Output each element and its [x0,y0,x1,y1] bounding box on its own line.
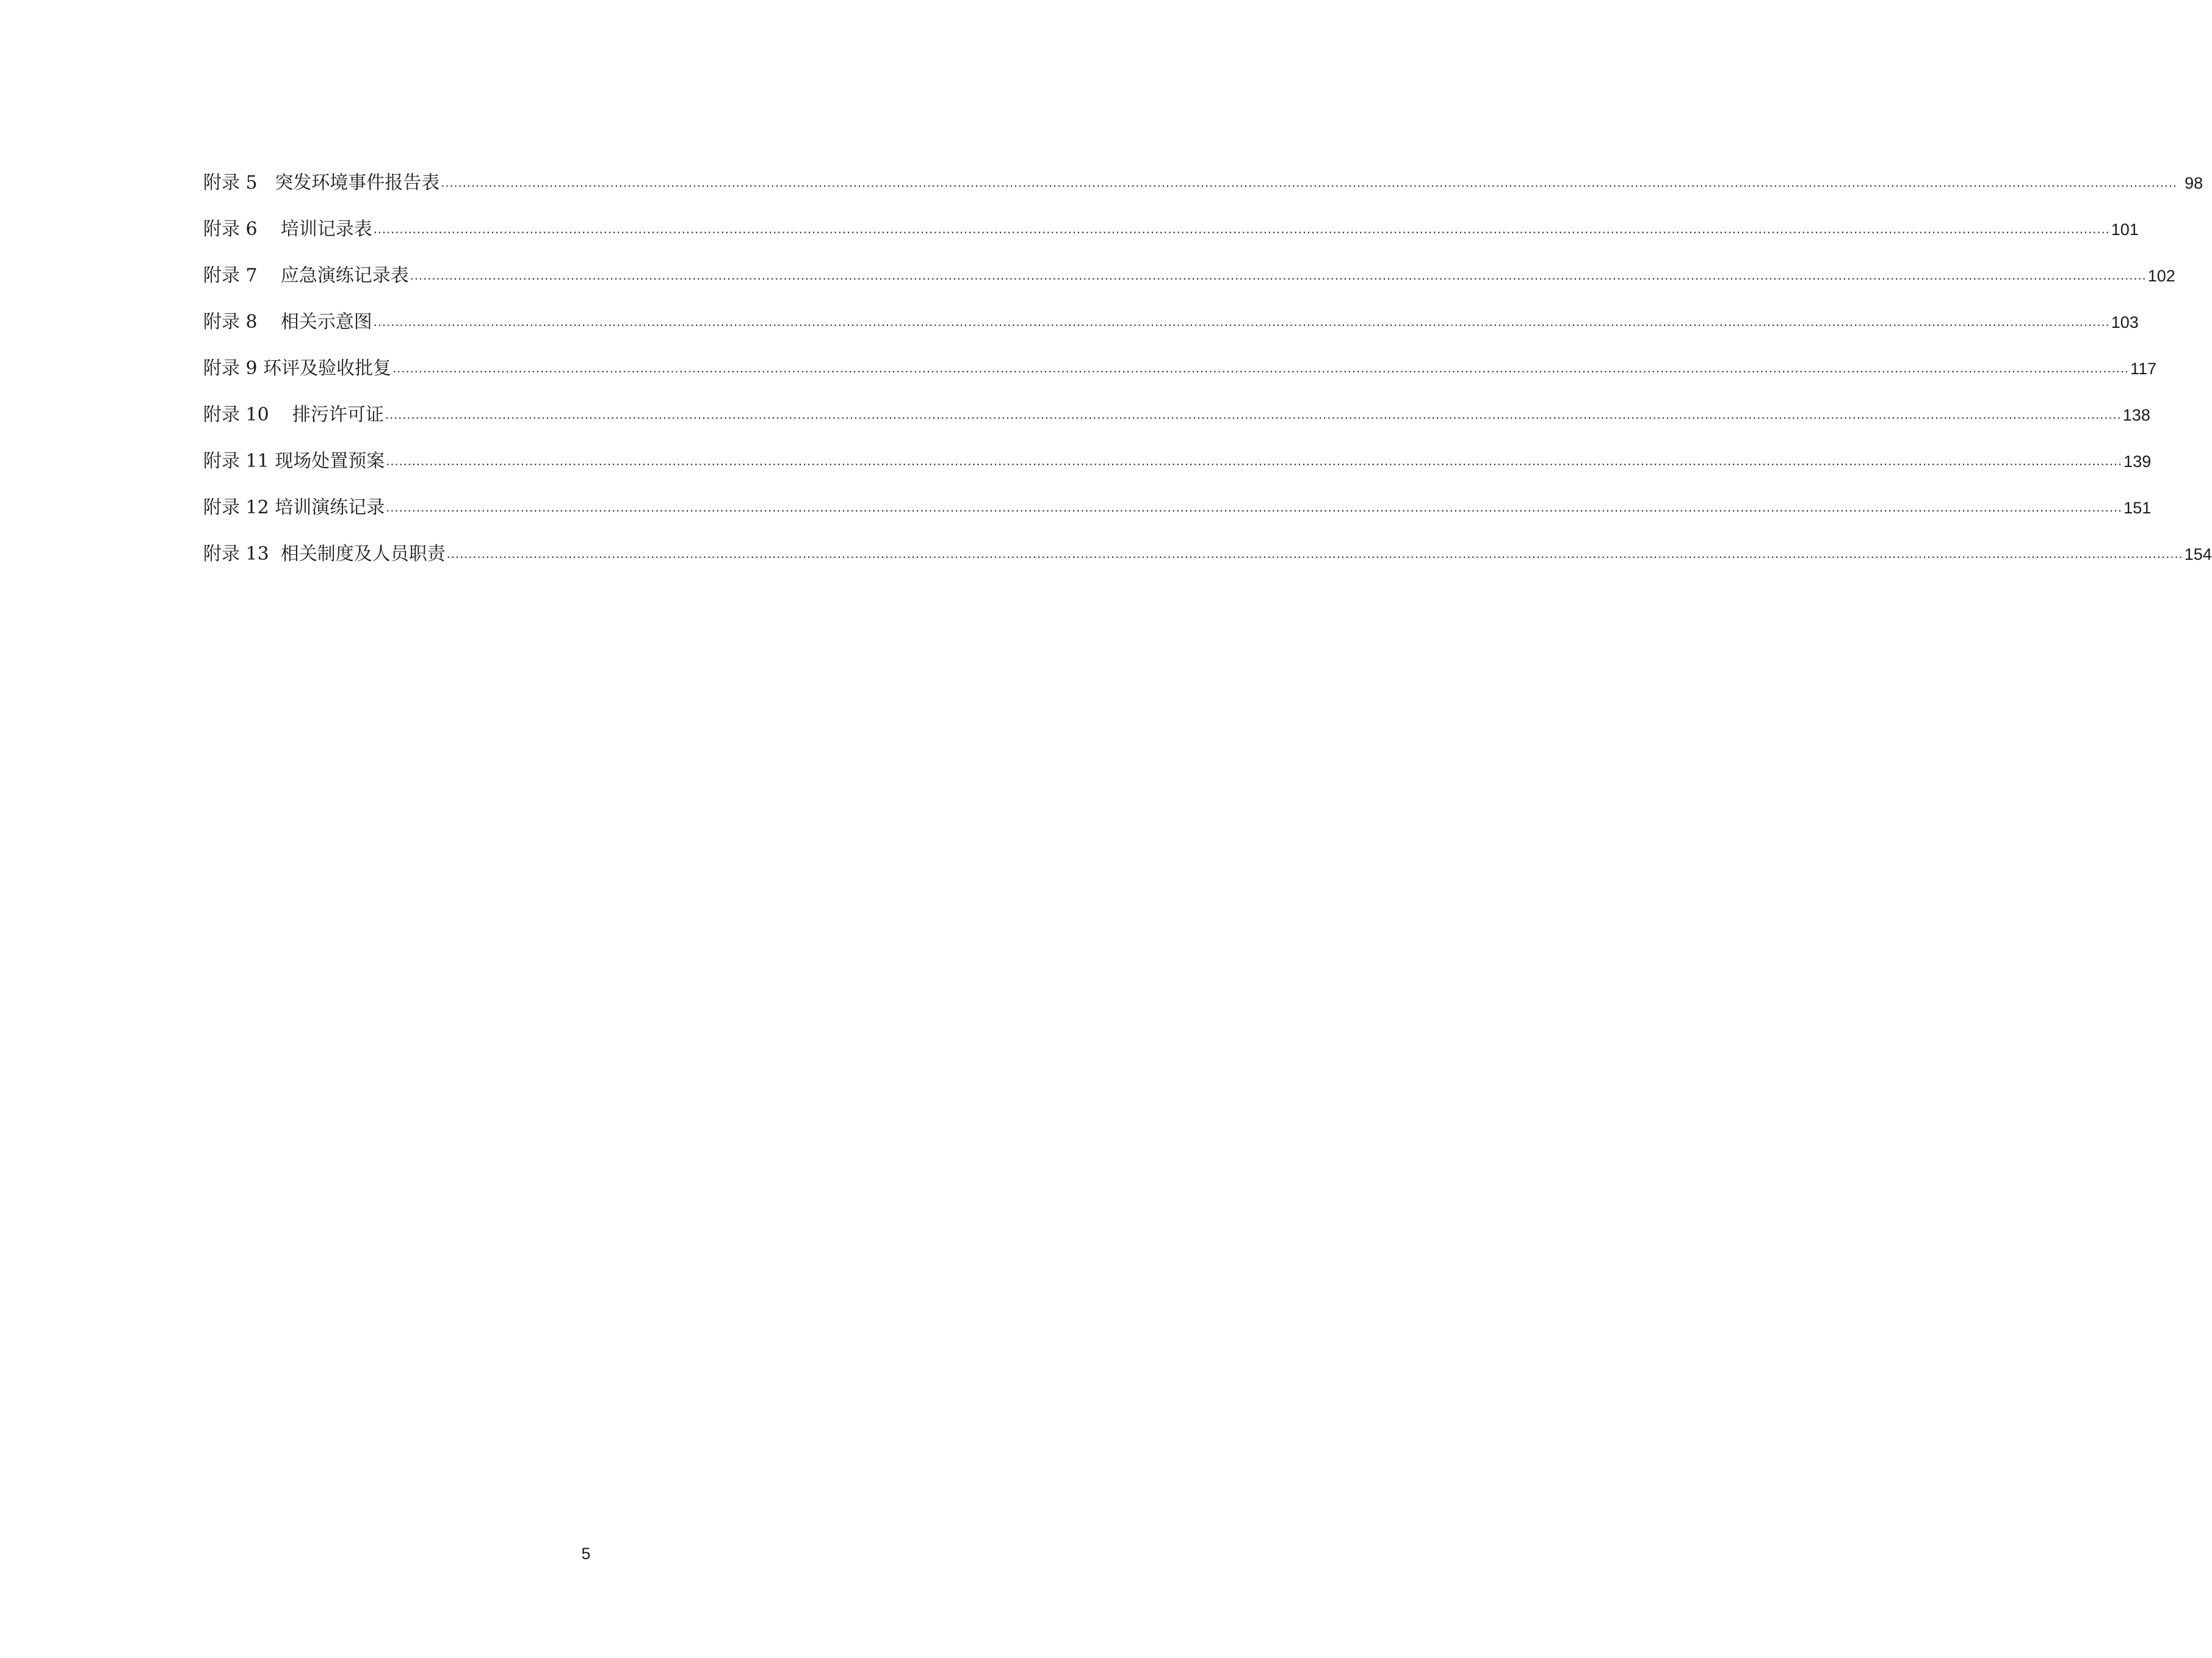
toc-entry-label: 附录 10 排污许可证 [203,404,384,425]
toc-leader-dots: ................................................................................................................................................................................................................................................................................................................................................................................................................ [386,453,2123,468]
toc-entry[interactable] [203,335,2157,381]
toc-entry-label: 附录 12 培训演练记录 [203,497,385,518]
toc-entry[interactable] [203,427,2152,474]
toc-entry-page: 154 [2184,545,2212,563]
toc-entry-page: 151 [2123,499,2152,517]
toc-entry[interactable] [203,242,2175,288]
toc-leader-dots: ................................................................................................................................................................................................................................................................................................................................................................................................................ [386,499,2123,515]
toc-entry-page: 98 [2185,174,2203,192]
toc-entry[interactable] [203,520,2212,567]
toc-entry-page: 103 [2111,313,2139,331]
toc-entry[interactable] [203,149,2203,195]
toc-entry-label: 附录 7 应急演练记录表 [203,265,409,286]
toc-leader-dots: ................................................................................................................................................................................................................................................................................................................................................................................................................ [410,267,2147,283]
toc-entry[interactable] [203,288,2139,335]
toc-leader-dots: ................................................................................................................................................................................................................................................................................................................................................................................................................ [373,221,2110,236]
toc-entry-page: 102 [2147,267,2175,285]
toc-entry-label: 附录 13 相关制度及人员职责 [203,543,446,565]
toc-leader-dots: ................................................................................................................................................................................................................................................................................................................................................................................................................ [392,360,2130,375]
page-number: 5 [581,1544,591,1563]
toc-entry-label: 附录 9 环评及验收批复 [203,358,392,379]
toc-leader-dots: ................................................................................................................................................................................................................................................................................................................................................................................................................ [373,314,2110,329]
toc-entry[interactable] [203,381,2150,427]
toc-entry-page: 139 [2123,452,2152,471]
toc-entry-label: 附录 11 现场处置预案 [203,451,385,472]
toc-entry-label: 附录 6 培训记录表 [203,219,372,240]
toc-leader-dots: ................................................................................................................................................................................................................................................................................................................................................................................................................ [441,175,2178,190]
toc-entry-label: 附录 5 突发环境事件报告表 [203,172,440,194]
toc-entry-label: 附录 8 相关示意图 [203,311,372,333]
toc-leader-dots: ................................................................................................................................................................................................................................................................................................................................................................................................................ [446,546,2183,561]
toc-entry-page: 138 [2122,406,2150,424]
toc-entry-page: 101 [2111,220,2139,239]
toc-leader-dots: ................................................................................................................................................................................................................................................................................................................................................................................................................ [385,407,2122,422]
toc-entry[interactable] [203,195,2139,242]
toc-entry-page: 117 [2130,360,2157,378]
toc-entry[interactable] [203,474,2152,520]
table-of-contents [203,149,2212,567]
